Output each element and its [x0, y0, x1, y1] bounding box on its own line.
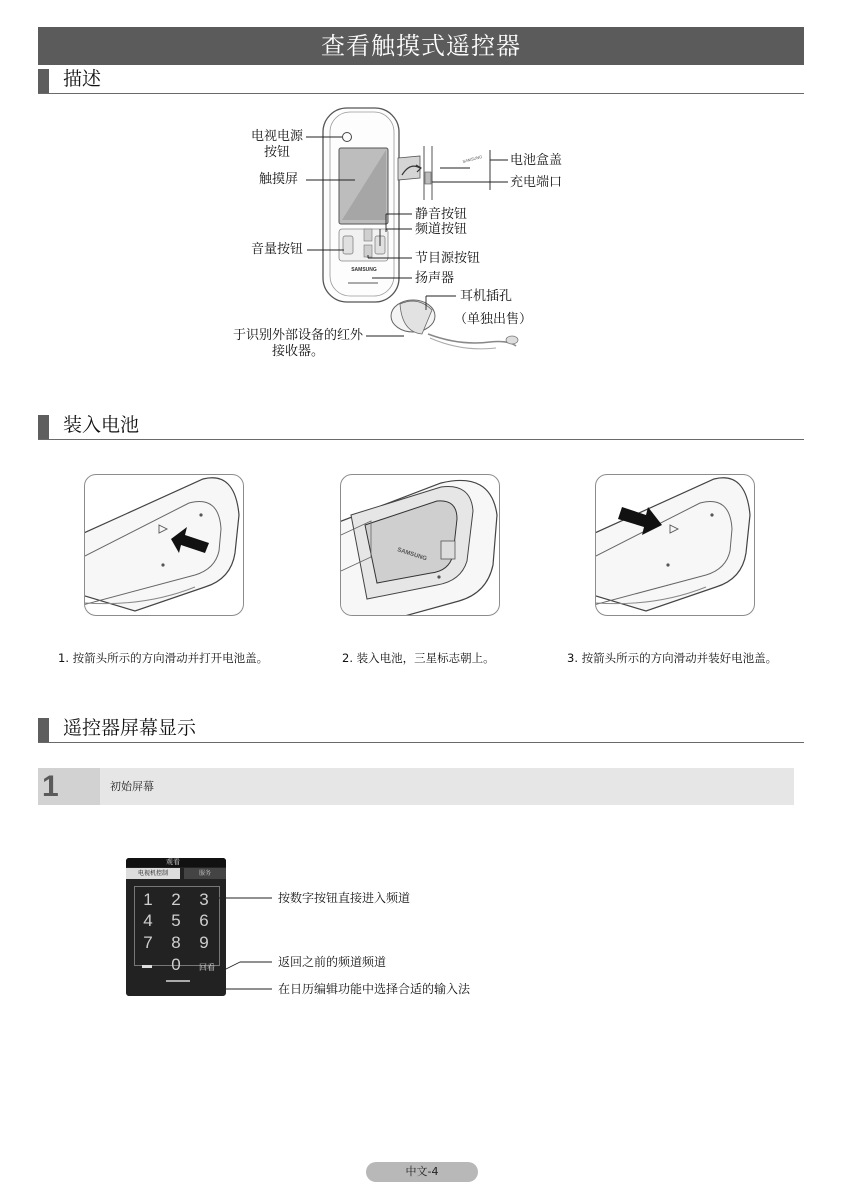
key-6[interactable]: 6: [199, 911, 209, 930]
key-0[interactable]: 0: [171, 955, 181, 974]
battery-step-2-caption: 2. 装入电池，三星标志朝上。: [342, 651, 495, 665]
key-9[interactable]: 9: [199, 933, 209, 952]
status-title: 观看: [166, 858, 180, 866]
section-title-battery: 装入电池: [63, 414, 140, 436]
callout-ir-receiver: 于识别外部设备的红外 接收器。: [232, 328, 363, 359]
brand-logo-text: SAMSUNG: [351, 267, 377, 273]
callout-power-button: 电视电源 按钮: [250, 129, 303, 160]
callout-input-method: 在日历编辑功能中选择合适的输入法: [278, 982, 471, 996]
key-7[interactable]: 7: [143, 933, 153, 952]
callout-mute-button: 静音按钮: [415, 207, 468, 222]
key-8[interactable]: 8: [171, 933, 181, 952]
callout-volume-button: 音量按钮: [251, 242, 304, 257]
key-1[interactable]: 1: [143, 890, 153, 909]
page-title: 查看触摸式遥控器: [38, 27, 804, 65]
callout-speaker: 扬声器: [415, 271, 455, 286]
section-title-description: 描述: [63, 68, 102, 90]
section-title-display: 遥控器屏幕显示: [63, 717, 197, 739]
key-2[interactable]: 2: [171, 890, 181, 909]
tab-service[interactable]: 服务: [184, 868, 226, 879]
key-5[interactable]: 5: [171, 911, 181, 930]
callout-sold-separately: （单独出售）: [454, 312, 533, 327]
step-title: 初始屏幕: [110, 780, 154, 793]
battery-step-3-caption: 3. 按箭头所示的方向滑动并装好电池盖。: [567, 651, 778, 665]
key-4[interactable]: 4: [143, 911, 153, 930]
callout-touch-screen: 触摸屏: [259, 172, 299, 187]
tab-tv-control[interactable]: 电视机控制: [126, 868, 180, 879]
callout-number-keys: 按数字按钮直接进入频道: [278, 891, 411, 905]
page-number: 中文-4: [366, 1162, 478, 1182]
callout-charging-port: 充电端口: [510, 175, 563, 190]
callout-battery-cover: 电池盒盖: [510, 153, 563, 168]
cover-brand-text: SAMSUNG: [461, 153, 483, 164]
callout-source-button: 节目源按钮: [415, 251, 481, 266]
callout-earphone-jack: 耳机插孔: [460, 289, 513, 304]
battery-brand-text: SAMSUNG: [396, 547, 428, 563]
callout-back: 返回之前的频道频道: [278, 955, 387, 969]
back-button[interactable]: 回看: [199, 963, 215, 972]
step-number: 1: [38, 768, 100, 805]
battery-step-1-caption: 1. 按箭头所示的方向滑动并打开电池盖。: [58, 651, 269, 665]
key-3[interactable]: 3: [199, 890, 209, 909]
callout-channel-button: 频道按钮: [415, 222, 468, 237]
